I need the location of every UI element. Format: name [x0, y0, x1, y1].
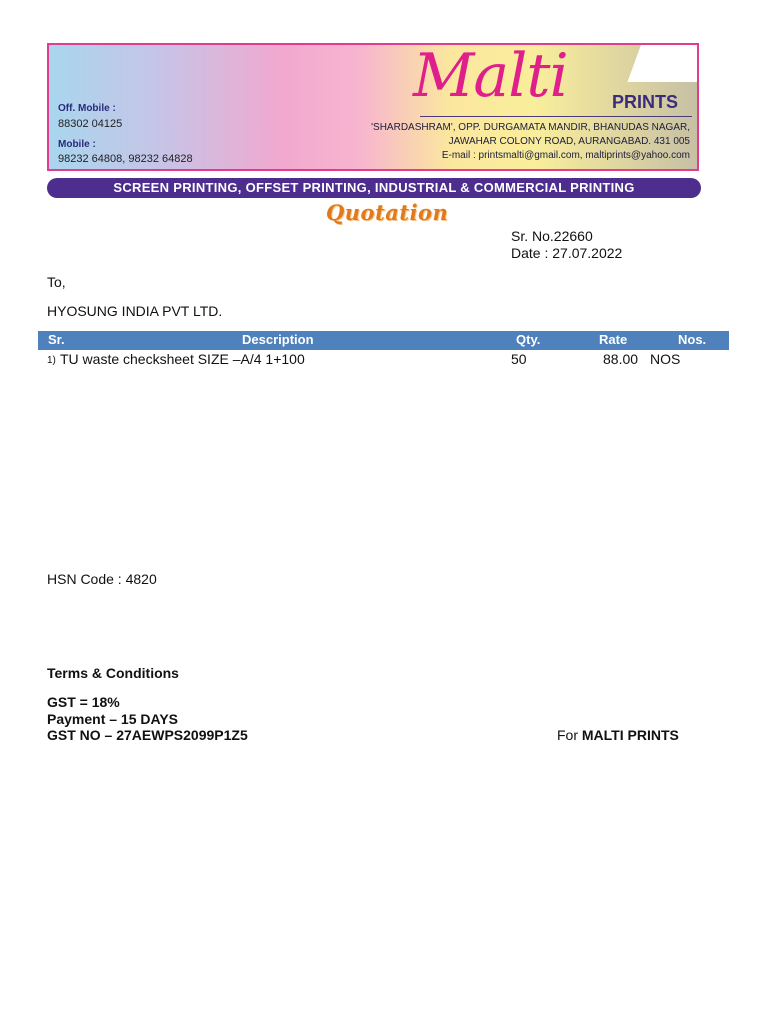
- signature-block: [557, 727, 679, 743]
- row-sr: 1): [47, 355, 56, 366]
- brand-divider: [420, 116, 692, 117]
- row-rate: 88.00: [603, 351, 639, 367]
- recipient-name: HYOSUNG INDIA PVT LTD.: [47, 303, 223, 319]
- signature-company: MALTI PRINTS: [581, 727, 679, 743]
- row-qty: 50: [511, 351, 527, 367]
- col-header-qty: Qty.: [516, 332, 541, 347]
- terms-gst-number: GST NO – 27AEWPS2099P1Z5: [47, 727, 248, 743]
- email-line: E-mail : printsmalti@gmail.com, maltiprints@yahoo.com: [441, 150, 690, 161]
- hsn-code: HSN Code : 4820: [47, 571, 157, 587]
- col-header-description: Description: [242, 332, 314, 347]
- terms-gst: GST = 18%: [47, 694, 120, 710]
- table-row: [47, 351, 727, 369]
- terms-payment: Payment – 15 DAYS: [47, 711, 178, 727]
- off-mobile-label: Off. Mobile :: [58, 103, 116, 114]
- col-header-rate: Rate: [599, 332, 628, 347]
- signature-for: For: [557, 727, 578, 743]
- brand-logo: Malti: [413, 41, 568, 111]
- brand-subtitle: PRINTS: [612, 92, 679, 112]
- address-line-1: 'SHARDASHRAM', OPP. DURGAMATA MANDIR, BHANUDAS NAGAR,: [371, 122, 690, 133]
- serial-number: Sr. No.22660: [511, 228, 593, 244]
- to-label: To,: [47, 274, 66, 290]
- address-line-2: JAWAHAR COLONY ROAD, AURANGABAD. 431 005: [448, 136, 690, 147]
- row-description: TU waste checksheet SIZE –A/4 1+100: [60, 351, 305, 367]
- banner-notch: [627, 43, 699, 82]
- row-unit: NOS: [650, 351, 681, 367]
- services-strip: SCREEN PRINTING, OFFSET PRINTING, INDUSTRIAL & COMMERCIAL PRINTING: [47, 178, 701, 198]
- off-mobile-number: 88302 04125: [58, 118, 123, 130]
- mobile-numbers: 98232 64808, 98232 64828: [58, 153, 193, 165]
- document-title: Quotation: [326, 200, 449, 225]
- col-header-sr: Sr.: [48, 332, 65, 347]
- mobile-label: Mobile :: [58, 139, 96, 150]
- col-header-nos: Nos.: [678, 332, 707, 347]
- quotation-date: Date : 27.07.2022: [511, 245, 623, 261]
- terms-heading: Terms & Conditions: [47, 665, 179, 681]
